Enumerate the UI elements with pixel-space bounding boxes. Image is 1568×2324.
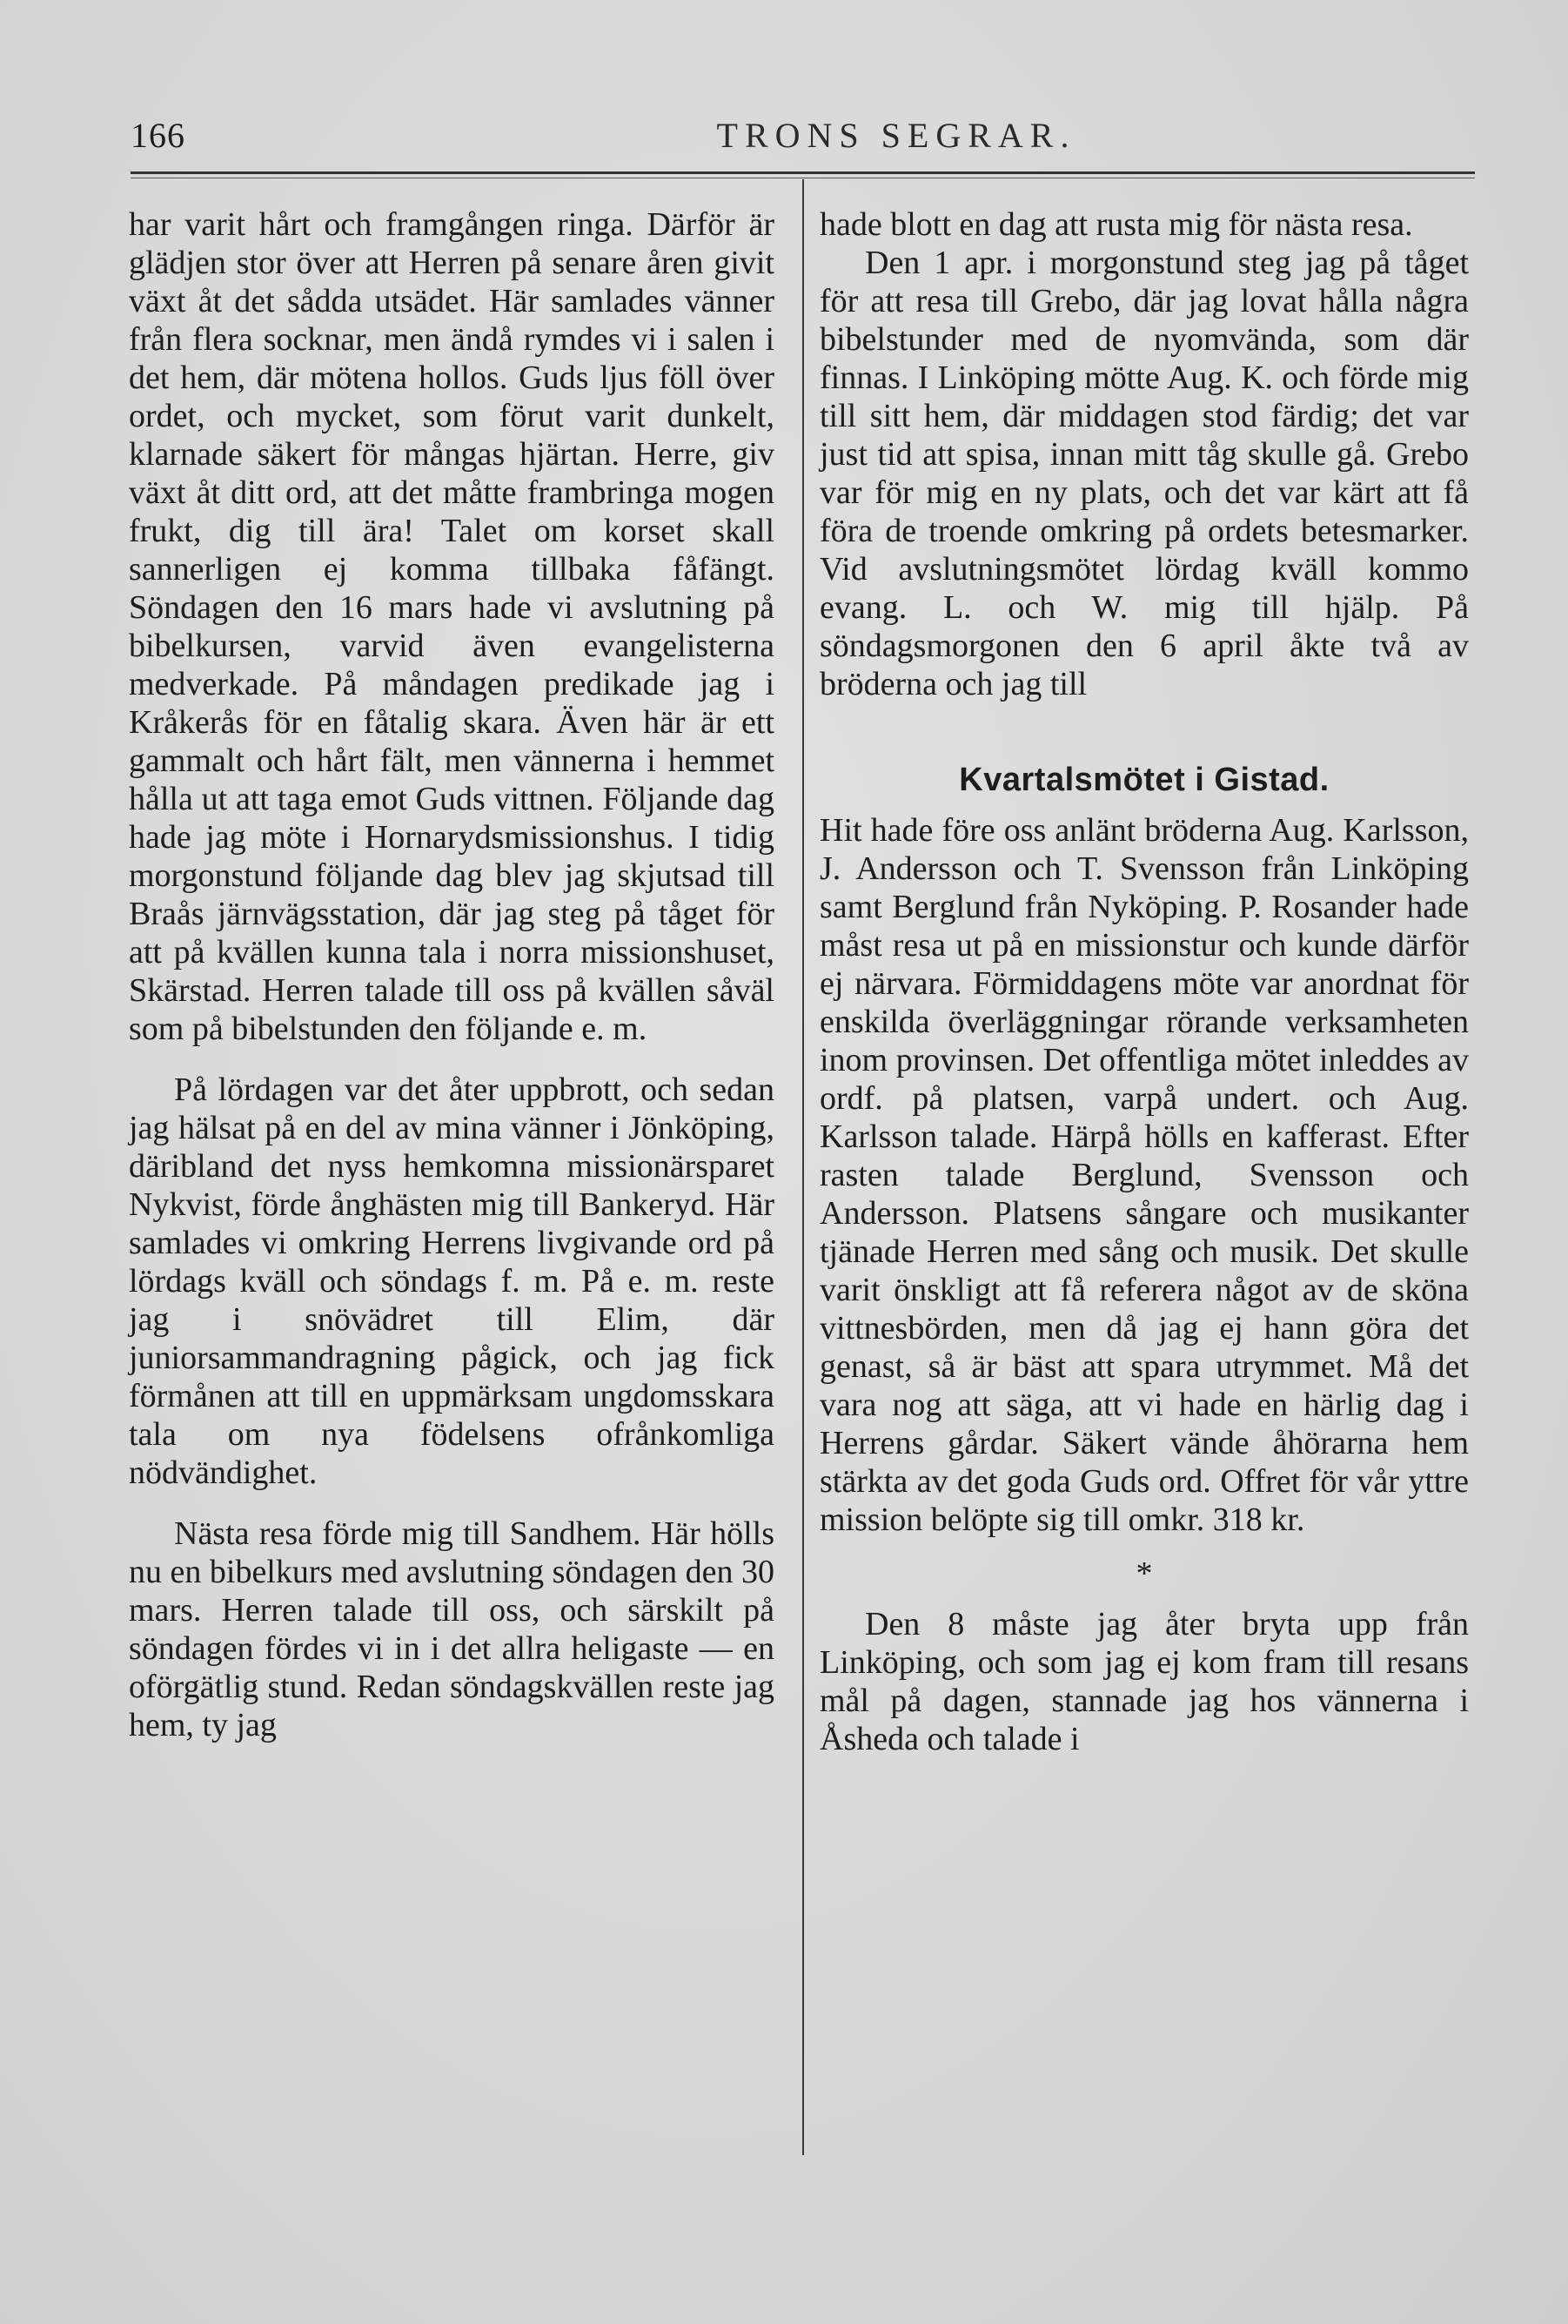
paragraph: hade blott en dag att rusta mig för nästa resa.	[820, 206, 1413, 243]
page-number: 166	[131, 116, 185, 155]
running-title: TRONS SEGRAR.	[716, 116, 1076, 155]
section-heading: Kvartalsmötet i Gistad.	[959, 762, 1330, 798]
paragraph: har varit hårt och framgången ringa. Därför är glädjen stor över att Herren på senare åren givit växt åt det sådda utsädet. Här samlades vänner från flera socknar, men ändå rymdes vi i salen i det hem, där mötena hollos. Guds ljus föll över ordet, och mycket, som förut varit dunkelt, klarnade säkert för mångas hjärtan. Herre, giv växt åt ditt ord, att det måtte frambringa mogen frukt, dig till ära! Talet om korset skall sannerligen ej komma tillbaka fåfängt. Söndagen den 16 mars hade vi avslutning på bibelkursen, varvid även evangelisterna medverkade. På måndagen predikade jag i Kråkerås för en fåtalig skara. Även här är ett gammalt och hårt fält, men vännerna i hemmet hålla ut att taga emot Guds vittnen. Följande dag hade jag möte i Hornarydsmissionshus. I tidig morgonstund följande dag blev jag skjutsad till Braås järnvägsstation, där jag steg på tåget för att på kvällen kunna tala i norra missionshuset, Skärstad. Herren talade till oss på kvällen såväl som på bibelstunden den följande e. m.	[129, 206, 774, 1047]
paragraph: Hit hade före oss anlänt bröderna Aug. Karlsson, J. Andersson och T. Svensson från Linköping samt Berglund från Nyköping. P. Rosander hade måst resa ut på en missionstur och kunde därför ej närvara. Förmiddagens möte var anordnat för enskilda överläggningar rörande verksamheten inom provinsen. Det offentliga mötet inleddes av ordf. på platsen, varpå undert. och Aug. Karlsson talade. Härpå hölls en kafferast. Efter rasten talade Berglund, Svensson och Andersson. Platsens sångare och musikanter tjänade Herren med sång och musik. Det skulle varit önskligt att få referera något av de sköna vittnesbörden, men då jag ej hann göra det genast, så är bäst att spara utrymmet. Må det vara nog att säga, att vi hade en härlig dag i Herrens gårdar. Säkert vände åhörarna hem stärkta av det goda Guds ord. Offret för vår yttre mission belöpte sig till omkr. 318 kr.	[820, 812, 1469, 1538]
section-separator: *	[1136, 1555, 1153, 1592]
paragraph: Nästa resa förde mig till Sandhem. Här hölls nu en bibelkurs med avslutning söndagen den 30 mars. Herren talade till oss, och särskilt på söndagen fördes vi in i det allra heligaste — en oförgätlig stund. Redan söndagskvällen reste jag hem, ty jag	[129, 1515, 774, 1743]
page-header	[131, 111, 1475, 164]
left-column	[129, 205, 774, 1744]
paragraph: Den 1 apr. i morgonstund steg jag på tåget för att resa till Grebo, där jag lovat hålla några bibelstunder med de nyomvända, som där finnas. I Linköping mötte Aug. K. och förde mig till sitt hem, där middagen stod färdig; det var just tid att spisa, innan mitt tåg skulle gå. Grebo var för mig en ny plats, och det var kärt att få föra de troende omkring på ordets betesmarker. Vid avslutningsmötet lördag kväll kommo evang. L. och W. mig till hjälp. På söndagsmorgonen den 6 april åkte två av bröderna och jag till	[820, 245, 1469, 702]
right-column	[820, 205, 1469, 1758]
paragraph: Den 8 måste jag åter bryta upp från Linköping, och som jag ej kom fram till resans mål på dagen, stannade jag hos vännerna i Åsheda och talade i	[820, 1606, 1469, 1757]
column-divider	[802, 179, 804, 2155]
header-rule	[131, 171, 1475, 174]
paragraph: På lördagen var det åter uppbrott, och sedan jag hälsat på en del av mina vänner i Jönköping, däribland det nyss hemkomna missionärsparet Nykvist, förde ånghästen mig till Bankeryd. Här samlades vi omkring Herrens livgivande ord på lördags kväll och söndags f. m. På e. m. reste jag i snövädret till Elim, där juniorsammandragning pågick, och jag fick förmånen att till en uppmärksam ungdomsskara tala om nya födelsens ofrånkomliga nödvändighet.	[129, 1071, 774, 1491]
